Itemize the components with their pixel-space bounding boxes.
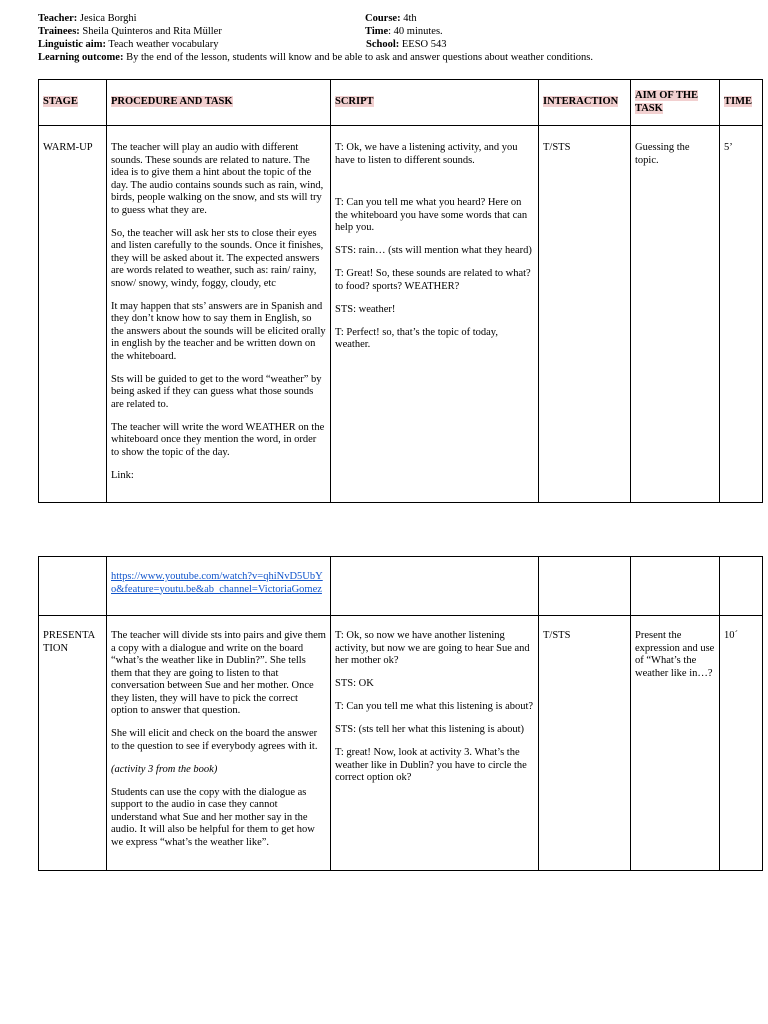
procedure-paragraph: The teacher will write the word WEATHER on the whiteboard once they mention the word, in order to show the topic of the day.: [111, 421, 325, 458]
interaction-cell: [539, 557, 631, 616]
procedure-paragraph: The teacher will divide sts into pairs and give them a copy with a dialogue and write on the board “what’s the weather like in Dublin?”. She tells them that they are going to listen to that conversation between Sue and her mother. Once they listen, they will have to pick the correct option to answer that question.: [111, 630, 326, 716]
time-cell: [720, 557, 763, 616]
school-value: EESO 543: [401, 39, 447, 50]
interaction-cell: T/STS: [539, 616, 631, 871]
outcome-line: [38, 52, 593, 65]
col-header-interaction: INTERACTION: [539, 80, 631, 126]
stage-cell: PRESENTA TION: [39, 616, 107, 871]
procedure-paragraph: She will elicit and check on the board the answer to the question to see if everybody agrees with it.: [111, 728, 318, 752]
procedure-paragraph: So, the teacher will ask her sts to close their eyes and listen carefully to the sounds. Once it finishes, they will be asked about it. The expected answers are words related to weather, such as: rain/ rainy, snow/ snowy, windy, foggy, cloudy, etc: [111, 227, 324, 289]
link-cell: [107, 557, 331, 616]
procedure-paragraph: Students can use the copy with the dialogue as support to the audio in case they cannot understand what Sue and her mother say in the audio. It will also be helpful for them to get how we express “what’s the weather like”.: [111, 786, 315, 848]
table-row-warmup: [39, 126, 763, 503]
lesson-plan-table-2: [38, 556, 763, 871]
script-cell: [331, 616, 539, 871]
header-row: [39, 80, 763, 126]
procedure-paragraph: It may happen that sts’ answers are in Spanish and they don’t know how to say them in English, so the answers about the sounds will be elicited orally in english by the teacher and be written down on the whiteboard.: [111, 300, 326, 362]
trainees-label: Trainees:: [38, 26, 80, 37]
script-line: T: Can you tell me what you heard? Here on the whiteboard you have some words that can help you.: [335, 197, 528, 233]
teacher-label: Teacher:: [38, 13, 78, 24]
procedure-paragraph: Link:: [111, 469, 134, 481]
outcome-text: By the end of the lesson, students will know and be able to ask and answer questions about weather conditions.: [126, 52, 593, 63]
course-value: 4th: [403, 13, 417, 24]
aim-cell: Present the expression and use of “What’s the weather like in…?: [631, 616, 720, 871]
table-row-presentation: [39, 616, 763, 871]
script-line: T: Perfect! so, that’s the topic of today, weather.: [335, 326, 498, 350]
aim-label: Linguistic aim:: [38, 39, 106, 50]
procedure-cell: [107, 126, 331, 503]
school-line: [366, 39, 447, 52]
course-label: Course:: [365, 13, 401, 24]
script-line: T: great! Now, look at activity 3. What’s the weather like in Dublin? you have to circle the correct option ok?: [335, 747, 527, 783]
script-line: STS: OK: [335, 678, 374, 689]
script-line: STS: (sts tell her what this listening is about): [335, 724, 524, 735]
time-label: Time: [365, 26, 389, 37]
col-header-stage: STAGE: [39, 80, 107, 126]
aim-text: Teach weather vocabulary: [108, 39, 219, 50]
aim-cell: [631, 557, 720, 616]
time-line: [365, 26, 443, 39]
script-line: T: Ok, we have a listening activity, and you have to listen to different sounds.: [335, 142, 518, 166]
aim-cell: Guessing the topic.: [631, 126, 720, 503]
teacher-line: [38, 13, 137, 26]
procedure-paragraph: Sts will be guided to get to the word “weather” by being asked if they can guess what those sounds are related to.: [111, 373, 322, 410]
school-label: School:: [366, 39, 400, 50]
interaction-cell: T/STS: [539, 126, 631, 503]
outcome-label: Learning outcome:: [38, 52, 124, 63]
time-cell: 10´: [720, 616, 763, 871]
script-line: T: Great! So, these sounds are related to what? to food? sports? WEATHER?: [335, 268, 531, 292]
procedure-cell: [107, 616, 331, 871]
procedure-paragraph: The teacher will play an audio with different sounds. These sounds are related to nature. The idea is to give them a hint about the topic of the day. The audio contains sounds such as rain, wind, birds, people walking on the snow, and sts will try to guess what they are.: [111, 142, 324, 216]
script-cell: [331, 126, 539, 503]
trainees-names: Sheila Quinteros and Rita Müller: [82, 26, 222, 37]
time-value: : 40 minutes.: [388, 26, 443, 37]
col-header-time: TIME: [720, 80, 763, 126]
col-header-script: SCRIPT: [331, 80, 539, 126]
script-line: STS: weather!: [335, 303, 396, 315]
teacher-name: Jesica Borghi: [79, 13, 137, 24]
time-cell: 5’: [720, 126, 763, 503]
lesson-plan-table-1: [38, 79, 763, 503]
youtube-link[interactable]: https://www.youtube.com/watch?v=qhiNvD5UbYo&feature=youtu.be&ab_channel=VictoriaGomez: [111, 571, 323, 595]
table-row-link: [39, 557, 763, 616]
stage-cell: WARM-UP: [39, 126, 107, 503]
procedure-note: (activity 3 from the book): [111, 763, 218, 775]
script-line: T: Can you tell me what this listening is about?: [335, 701, 534, 712]
col-header-aim: AIM OF THE TASK: [631, 80, 720, 126]
script-cell: [331, 557, 539, 616]
trainees-line: [38, 26, 222, 39]
col-header-procedure: PROCEDURE AND TASK: [107, 80, 331, 126]
stage-cell: [39, 557, 107, 616]
script-line: T: Ok, so now we have another listening activity, but now we are going to hear Sue and her mother ok?: [335, 630, 530, 666]
course-line: [365, 13, 417, 26]
script-line: STS: rain… (sts will mention what they heard): [335, 245, 532, 256]
aim-line: [38, 39, 218, 52]
